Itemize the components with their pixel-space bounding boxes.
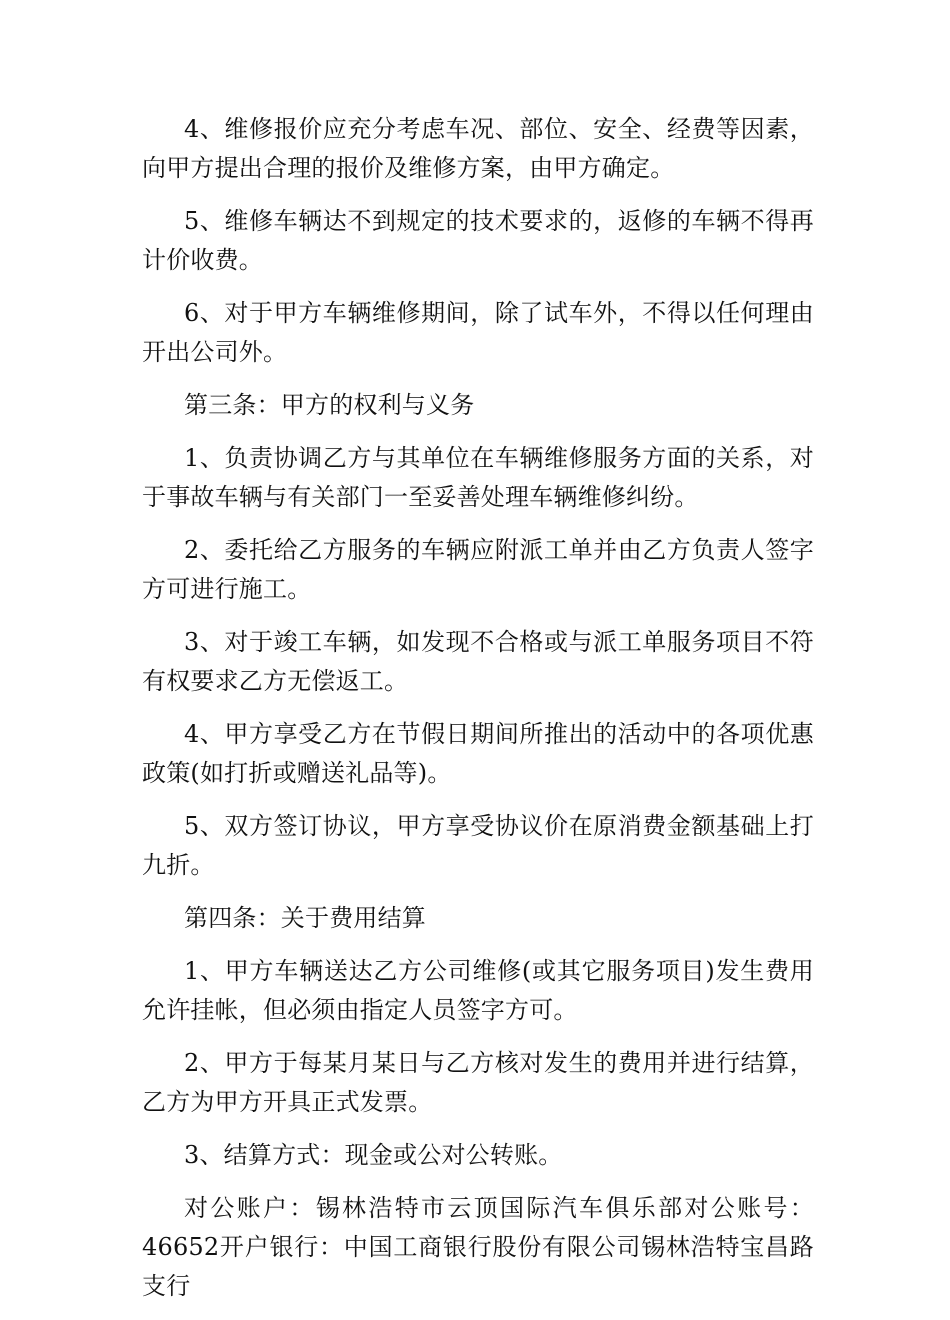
clause-4-item-2: 2、甲方于每某月某日与乙方核对发生的费用并进行结算，乙方为甲方开具正式发票。 [142, 1049, 814, 1116]
document-body [142, 110, 814, 1320]
clause-4-item-1: 1、甲方车辆送达乙方公司维修(或其它服务项目)发生费用允许挂帐，但必须由指定人员签字方可。 [142, 957, 814, 1024]
clause-2-item-5: 5、维修车辆达不到规定的技术要求的，返修的车辆不得再计价收费。 [142, 207, 814, 274]
clause-3-item-5: 5、双方签订协议，甲方享受协议价在原消费金额基础上打九折。 [142, 812, 814, 879]
clause-3-item-1: 1、负责协调乙方与其单位在车辆维修服务方面的关系，对于事故车辆与有关部门一至妥善处理车辆维修纠纷。 [142, 444, 814, 511]
clause-3-item-2: 2、委托给乙方服务的车辆应附派工单并由乙方负责人签字方可进行施工。 [142, 536, 814, 603]
clause-4-heading: 第四条：关于费用结算 [184, 904, 426, 932]
clause-3-heading: 第三条：甲方的权利与义务 [184, 391, 475, 419]
clause-3-item-4: 4、甲方享受乙方在节假日期间所推出的活动中的各项优惠政策(如打折或赠送礼品等)。 [142, 720, 814, 787]
clause-3-item-3: 3、对于竣工车辆，如发现不合格或与派工单服务项目不符有权要求乙方无偿返工。 [142, 628, 814, 695]
bank-account-info: 对公账户：锡林浩特市云顶国际汽车俱乐部对公账号：46652开户银行：中国工商银行股份有限公司锡林浩特宝昌路支行 [142, 1194, 814, 1300]
clause-4-item-3: 3、结算方式：现金或公对公转账。 [184, 1141, 563, 1169]
clause-2-item-6: 6、对于甲方车辆维修期间，除了试车外，不得以任何理由开出公司外。 [142, 299, 814, 366]
clause-2-item-4: 4、维修报价应充分考虑车况、部位、安全、经费等因素，向甲方提出合理的报价及维修方案，由甲方确定。 [142, 115, 814, 182]
